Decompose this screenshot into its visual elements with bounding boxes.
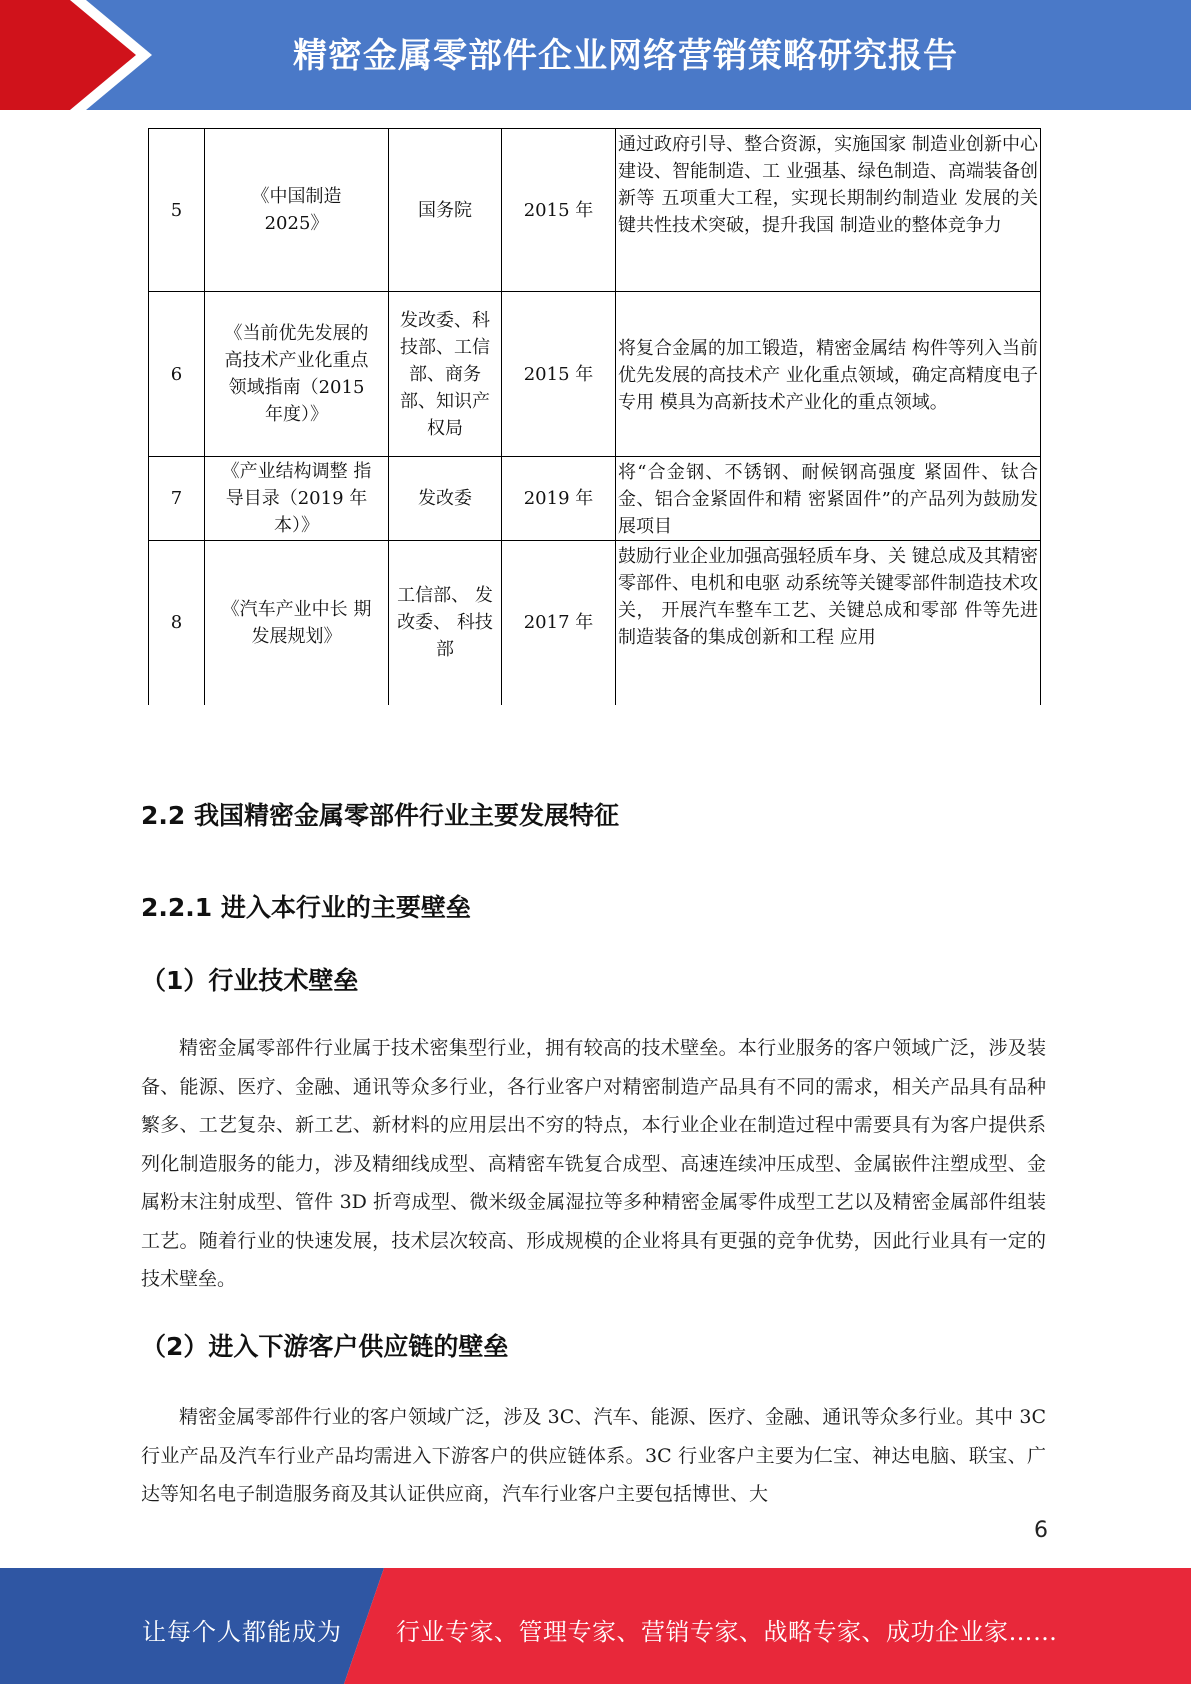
issue-year: 2015 年: [502, 129, 616, 292]
issuing-dept: 工信部、 发改委、 科技部: [389, 541, 502, 705]
row-number: 8: [149, 541, 205, 705]
section-heading-2-2: 2.2 我国精密金属零部件行业主要发展特征: [141, 801, 619, 830]
table-row: [149, 129, 1041, 292]
table-row: [149, 541, 1041, 705]
issue-year: 2017 年: [502, 541, 616, 705]
issue-year: 2019 年: [502, 457, 616, 541]
paragraph-supply-chain-barrier: [141, 1398, 1046, 1514]
footer-slogan-left: 让每个人都能成为: [142, 1618, 342, 1646]
issuing-dept: 国务院: [389, 129, 502, 292]
subheading-technical-barrier: （1）行业技术壁垒: [141, 966, 359, 995]
policy-name: 《中国制造 2025》: [205, 129, 389, 292]
row-number: 5: [149, 129, 205, 292]
policy-name: 《汽车产业中长 期发展规划》: [205, 541, 389, 705]
policy-name: 《产业结构调整 指导目录（2019 年本）》: [205, 457, 389, 541]
table-row: [149, 457, 1041, 541]
issue-year: 2015 年: [502, 292, 616, 457]
policy-content: 将复合金属的加工锻造，精密金属结 构件等列入当前优先发展的高技术产 业化重点领域，确定高精度电子专用 模具为高新技术产业化的重点领域。: [616, 292, 1041, 457]
table-row: [149, 292, 1041, 457]
paragraph-technical-barrier: [141, 1029, 1046, 1299]
policy-content: 通过政府引导、整合资源，实施国家 制造业创新中心建设、智能制造、工 业强基、绿色制造、高端装备创新等 五项重大工程，实现长期制约制造业 发展的关键共性技术突破，提升我国 制造业的整体竞争力: [616, 129, 1041, 292]
page-number: 6: [1034, 1518, 1048, 1543]
policy-content: 将“合金钢、不锈钢、耐候钢高强度 紧固件、钛合金、铝合金紧固件和精 密紧固件”的产品列为鼓励发展项目: [616, 457, 1041, 541]
policy-name: 《当前优先发展的高技术产业化重点领域指南（2015 年度）》: [205, 292, 389, 457]
section-heading-2-2-1: 2.2.1 进入本行业的主要壁垒: [141, 893, 471, 922]
header-arrow-graphic: [0, 0, 160, 110]
issuing-dept: 发改委、科技部、工信部、商务部、知识产权局: [389, 292, 502, 457]
subheading-supply-chain-barrier: （2）进入下游客户供应链的壁垒: [141, 1332, 509, 1361]
issuing-dept: 发改委: [389, 457, 502, 541]
paragraph-text: 精密金属零部件行业属于技术密集型行业，拥有较高的技术壁垒。本行业服务的客户领域广泛，涉及装备、能源、医疗、金融、通讯等众多行业，各行业客户对精密制造产品具有不同的需求，相关产品具有品种繁多、工艺复杂、新工艺、新材料的应用层出不穷的特点，本行业企业在制造过程中需要具有为客户提供系列化制造服务的能力，涉及精细线成型、高精密车铣复合成型、高速连续冲压成型、金属嵌件注塑成型、金属粉末注射成型、管件 3D 折弯成型、微米级金属湿拉等多种精密金属零件成型工艺以及精密金属部件组装工艺。随着行业的快速发展，技术层次较高、形成规模的企业将具有更强的竞争优势，因此行业具有一定的技术壁垒。: [141, 1037, 1046, 1290]
row-number: 6: [149, 292, 205, 457]
page-header: [0, 0, 1191, 110]
policy-table: [148, 128, 1041, 705]
paragraph-text: 精密金属零部件行业的客户领域广泛，涉及 3C、汽车、能源、医疗、金融、通讯等众多行业。其中 3C 行业产品及汽车行业产品均需进入下游客户的供应链体系。3C 行业客户主要为仁宝、神达电脑、联宝、广达等知名电子制造服务商及其认证供应商，汽车行业客户主要包括博世、大: [141, 1406, 1046, 1505]
report-title: 精密金属零部件企业网络营销策略研究报告: [293, 36, 958, 76]
policy-content: 鼓励行业企业加强高强轻质车身、关 键总成及其精密零部件、电机和电驱 动系统等关键零部件制造技术攻关， 开展汽车整车工艺、关键总成和零部 件等先进制造装备的集成创新和工程 应用: [616, 541, 1041, 705]
page-footer: [0, 1568, 1191, 1684]
row-number: 7: [149, 457, 205, 541]
footer-slogan-right: 行业专家、管理专家、营销专家、战略专家、成功企业家……: [396, 1618, 1058, 1646]
